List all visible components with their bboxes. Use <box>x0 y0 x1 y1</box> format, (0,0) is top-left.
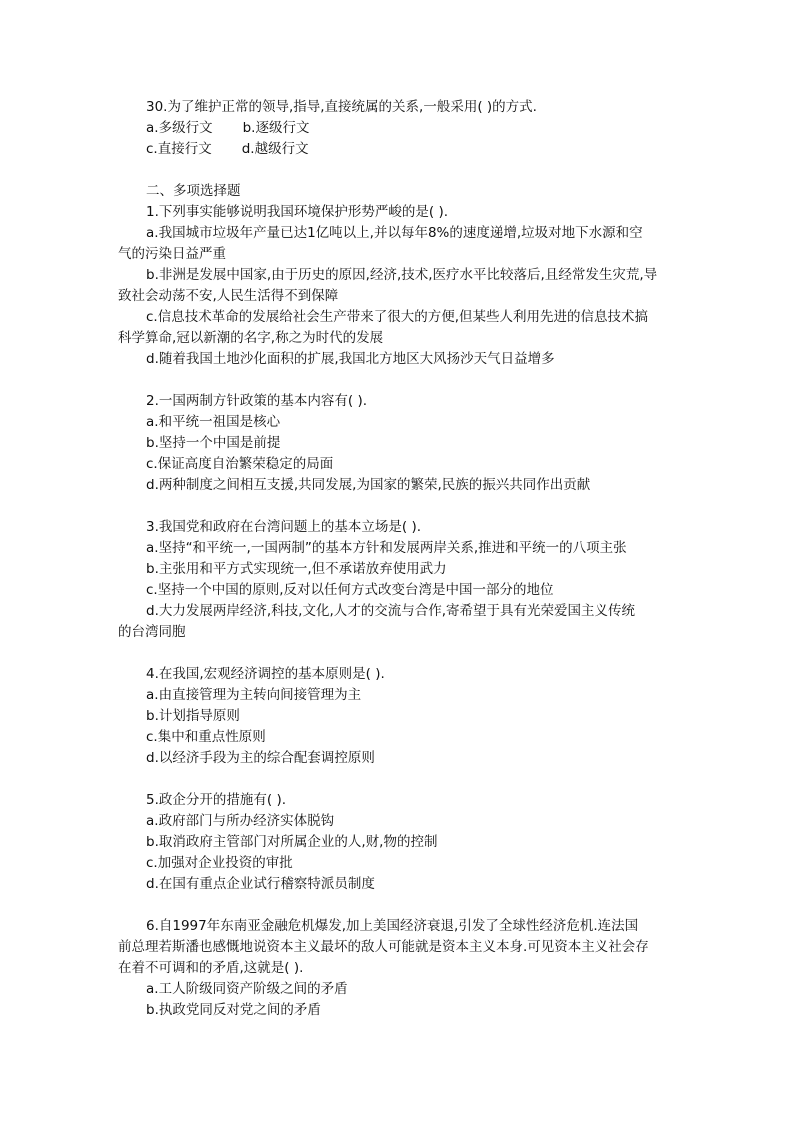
option-a: a.多级行文 <box>146 120 213 136</box>
question-4 <box>118 664 698 769</box>
question-line: b.主张用和平方式实现统一,但不承诺放弃使用武力 <box>146 561 447 577</box>
question-3 <box>118 517 698 643</box>
question-line: 在着不可调和的矛盾,这就是( ). <box>118 960 304 976</box>
question-line: d.两种制度之间相互支援,共同发展,为国家的繁荣,民族的振兴共同作出贡献 <box>146 477 591 493</box>
question-stem: 4.在我国,宏观经济调控的基本原则是( ). <box>146 666 385 682</box>
question-2 <box>118 391 698 496</box>
question-line: c.信息技术革命的发展给社会生产带来了很大的方便,但某些人利用先进的信息技术搞 <box>146 309 649 325</box>
question-line: b.执政党同反对党之间的矛盾 <box>146 1002 321 1018</box>
question-line: 致社会动荡不安,人民生活得不到保障 <box>118 288 339 304</box>
option-c: c.直接行文 <box>146 141 212 157</box>
question-6 <box>118 916 698 1021</box>
question-line: d.在国有重点企业试行稽察特派员制度 <box>146 876 375 892</box>
question-line: a.我国城市垃圾年产量已达1亿吨以上,并以每年8%的速度递增,垃圾对地下水源和空 <box>146 225 643 241</box>
question-line: 科学算命,冠以新潮的名字,称之为时代的发展 <box>118 330 384 346</box>
question-1 <box>118 202 698 370</box>
section-title: 二、多项选择题 <box>146 183 241 199</box>
question-line: d.随着我国土地沙化面积的扩展,我国北方地区大风扬沙天气日益增多 <box>146 351 555 367</box>
question-line: c.集中和重点性原则 <box>146 729 266 745</box>
question-line: 的台湾同胞 <box>118 624 186 640</box>
question-stem: 1.下列事实能够说明我国环境保护形势严峻的是( ). <box>146 204 448 220</box>
question-line: a.工人阶级同资产阶级之间的矛盾 <box>146 981 348 997</box>
question-line: b.取消政府主管部门对所属企业的人,财,物的控制 <box>146 834 438 850</box>
question-line: c.加强对企业投资的审批 <box>146 855 293 871</box>
question-line: b.坚持一个中国是前提 <box>146 435 281 451</box>
question-line: d.大力发展两岸经济,科技,文化,人才的交流与合作,寄希望于具有光荣爱国主义传统 <box>146 603 636 619</box>
option-b: b.逐级行文 <box>242 120 310 136</box>
question-30 <box>118 97 698 160</box>
question-line: a.政府部门与所办经济实体脱钩 <box>146 813 335 829</box>
question-line: b.非洲是发展中国家,由于历史的原因,经济,技术,医疗水平比较落后,且经常发生灾荒,导 <box>146 267 658 283</box>
question-list <box>118 202 698 1021</box>
question-line: 气的污染日益严重 <box>118 246 226 262</box>
question-5 <box>118 790 698 895</box>
question-line: a.和平统一祖国是核心 <box>146 414 281 430</box>
option-row <box>118 139 698 160</box>
question-stem: 30.为了维护正常的领导,指导,直接统属的关系,一般采用( )的方式. <box>146 99 537 115</box>
question-stem: 2.一国两制方针政策的基本内容有( ). <box>146 393 367 409</box>
question-stem: 6.自1997年东南亚金融危机爆发,加上美国经济衰退,引发了全球性经济危机.连法国 <box>146 918 639 934</box>
question-line: b.计划指导原则 <box>146 708 240 724</box>
question-line: a.坚持“和平统一,一国两制”的基本方针和发展两岸关系,推进和平统一的八项主张 <box>146 540 627 556</box>
document-body <box>118 97 698 1021</box>
option-d: d.越级行文 <box>241 141 309 157</box>
question-line: c.保证高度自治繁荣稳定的局面 <box>146 456 334 472</box>
question-line: d.以经济手段为主的综合配套调控原则 <box>146 750 375 766</box>
question-line: c.坚持一个中国的原则,反对以任何方式改变台湾是中国一部分的地位 <box>146 582 554 598</box>
question-stem: 3.我国党和政府在台湾问题上的基本立场是( ). <box>146 519 421 535</box>
question-line: a.由直接管理为主转向间接管理为主 <box>146 687 362 703</box>
question-line: 前总理若斯潘也感慨地说资本主义最坏的敌人可能就是资本主义本身.可见资本主义社会存 <box>118 939 649 955</box>
option-row <box>118 118 698 139</box>
question-stem: 5.政企分开的措施有( ). <box>146 792 286 808</box>
